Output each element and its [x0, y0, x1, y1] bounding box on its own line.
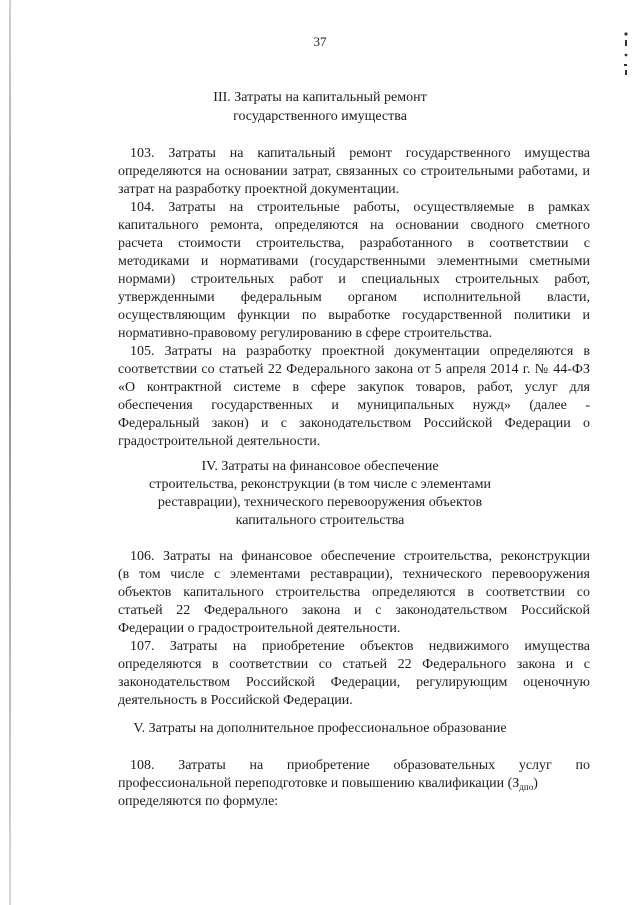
paragraph-line: Федерации о градостроительной деятельности.: [118, 621, 401, 636]
paragraph-line: Федеральный закон) и с законодательством Российской Федерации о: [118, 416, 590, 431]
formula-symbol: З: [512, 776, 520, 791]
section-heading-line: реставрации), технического перевооружения объектов: [157, 495, 483, 510]
paragraph-line: нормами) строительных работ и специальных строительных работ,: [118, 272, 590, 287]
paragraph-line: соответствии со статьей 22 Федерального закона от 5 апреля 2014 г. № 44-ФЗ: [118, 362, 590, 377]
paragraph-line: объектов капитального строительства определяются в соответствии со: [118, 585, 590, 600]
paragraph-line: 103. Затраты на капитальный ремонт государственного имущества: [130, 146, 590, 161]
section-heading-line: IV. Затраты на финансовое обеспечение: [201, 459, 439, 474]
section-heading-line: государственного имущества: [233, 109, 407, 124]
paragraph-line: (в том числе с элементами реставрации), технического перевооружения: [118, 567, 590, 582]
page-number: 37: [313, 34, 327, 49]
paragraph-line: статьей 22 Федерального закона и с законодательством Российской: [118, 603, 590, 618]
paragraph-text: профессиональной переподготовке и повышению квалификации (: [118, 776, 513, 791]
paragraph-line: «О контрактной системе в сфере закупок товаров, работ, услуг для: [118, 380, 590, 395]
paragraph-line: определяются в соответствии со статьей 22 Федерального закона и с: [118, 657, 590, 672]
paragraph-line: расчета стоимости строительства, разработанного в соответствии с: [118, 236, 590, 251]
scan-left-edge: [9, 0, 11, 905]
section-heading-line: III. Затраты на капитальный ремонт: [213, 90, 427, 105]
formula-subscript: дпо: [519, 782, 534, 792]
paragraph-line: 106. Затраты на финансовое обеспечение строительства, реконструкции: [130, 549, 590, 564]
paragraph-line: нормативно-правовому регулированию в сфере строительства.: [118, 326, 493, 341]
paragraph-line: определяются на основании затрат, связанных со строительными работами, и: [118, 164, 590, 179]
paragraph-line: обеспечения государственных и муниципальных нужд» (далее -: [118, 398, 590, 413]
paragraph-line: 105. Затраты на разработку проектной документации определяются в: [130, 344, 590, 359]
paragraph-line-with-formula: [118, 775, 590, 793]
paragraph-line: деятельность в Российской Федерации.: [118, 693, 353, 708]
paragraph-line: затрат на разработку проектной документации.: [118, 182, 400, 197]
paragraph-line: 108. Затраты на приобретение образовательных услуг по: [130, 758, 590, 773]
paragraph-line: капитального ремонта, определяются на основании сводного сметного: [118, 218, 590, 233]
section-heading-line: капитального строительства: [235, 513, 405, 528]
scan-corner-marks: [616, 22, 634, 82]
paragraph-line: градостроительной деятельности.: [118, 434, 321, 449]
section-heading-line: строительства, реконструкции (в том числе с элементами: [149, 477, 491, 492]
paragraph-line: 104. Затраты на строительные работы, осуществляемые в рамках: [130, 200, 590, 215]
formula-close: ): [533, 776, 538, 791]
paragraph-line: методиками и нормативами (государственными элементными сметными: [118, 254, 590, 269]
paragraph-line: законодательством Российской Федерации, регулирующим оценочную: [118, 675, 590, 690]
paragraph-line: определяются по формуле:: [118, 794, 279, 809]
paragraph-line: 107. Затраты на приобретение объектов недвижимого имущества: [130, 639, 590, 654]
paragraph-line: утвержденными федеральным органом исполнительной власти,: [118, 290, 590, 305]
section-heading-line: V. Затраты на дополнительное профессиональное образование: [133, 721, 507, 736]
paragraph-line: осуществляющим функции по выработке государственной политики и: [118, 308, 590, 323]
